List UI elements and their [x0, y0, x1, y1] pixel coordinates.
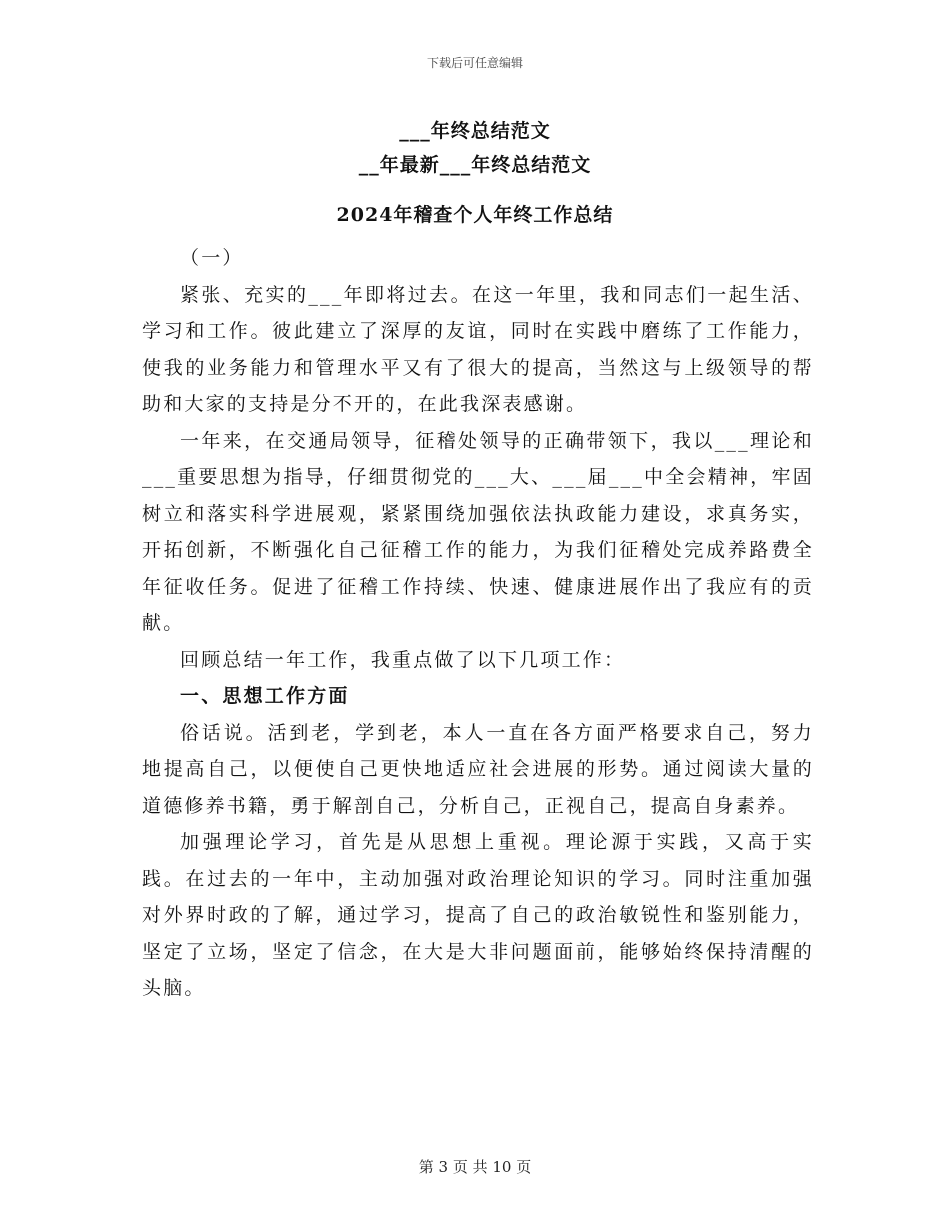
paragraph: 加强理论学习，首先是从思想上重视。理论源于实践，又高于实践。在过去的一年中，主动加强对政治理论知识的学习。同时注重加强对外界时政的了解，通过学习，提高了自己的政治敏锐性和鉴别能力，坚定了立场，坚定了信念，在大是大非问题面前，能够始终保持清醒的头脑。: [142, 831, 814, 999]
section-heading: 一、思想工作方面: [180, 685, 350, 707]
doc-title-main: 2024年稽查个人年终工作总结: [336, 204, 614, 226]
document-body: [142, 240, 814, 1007]
paragraph: 紧张、充实的___年即将过去。在这一年里，我和同志们一起生活、学习和工作。彼此建立了深厚的友谊，同时在实践中磨练了工作能力，使我的业务能力和管理水平又有了很大的提高，当然这与上级领导的帮助和大家的支持是分不开的，在此我深表感谢。: [142, 283, 814, 415]
header-note: 下载后可任意编辑: [426, 56, 523, 70]
paragraph: 俗话说。活到老，学到老，本人一直在各方面严格要求自己，努力地提高自己，以便使自己更快地适应社会进展的形势。通过阅读大量的道德修养书籍，勇于解剖自己，分析自己，正视自己，提高自身素养。: [142, 721, 814, 817]
doc-title-2: __年最新___年终总结范文: [358, 154, 592, 176]
paragraph: 一年来，在交通局领导，征稽处领导的正确带领下，我以___理论和___重要思想为指导，仔细贯彻党的___大、___届___中全会精神，牢固树立和落实科学进展观，紧紧围绕加强依法执政能力建设，求真务实，开拓创新，不断强化自己征稽工作的能力，为我们征稽处完成养路费全年征收任务。促进了征稽工作持续、快速、健康进展作出了我应有的贡献。: [142, 429, 814, 634]
doc-title-1: ___年终总结范文: [399, 120, 551, 142]
subsection-label: （一）: [180, 247, 244, 269]
page-footer: 第 3 页 共 10 页: [418, 1158, 532, 1176]
paragraph: 回顾总结一年工作，我重点做了以下几项工作：: [180, 648, 626, 671]
